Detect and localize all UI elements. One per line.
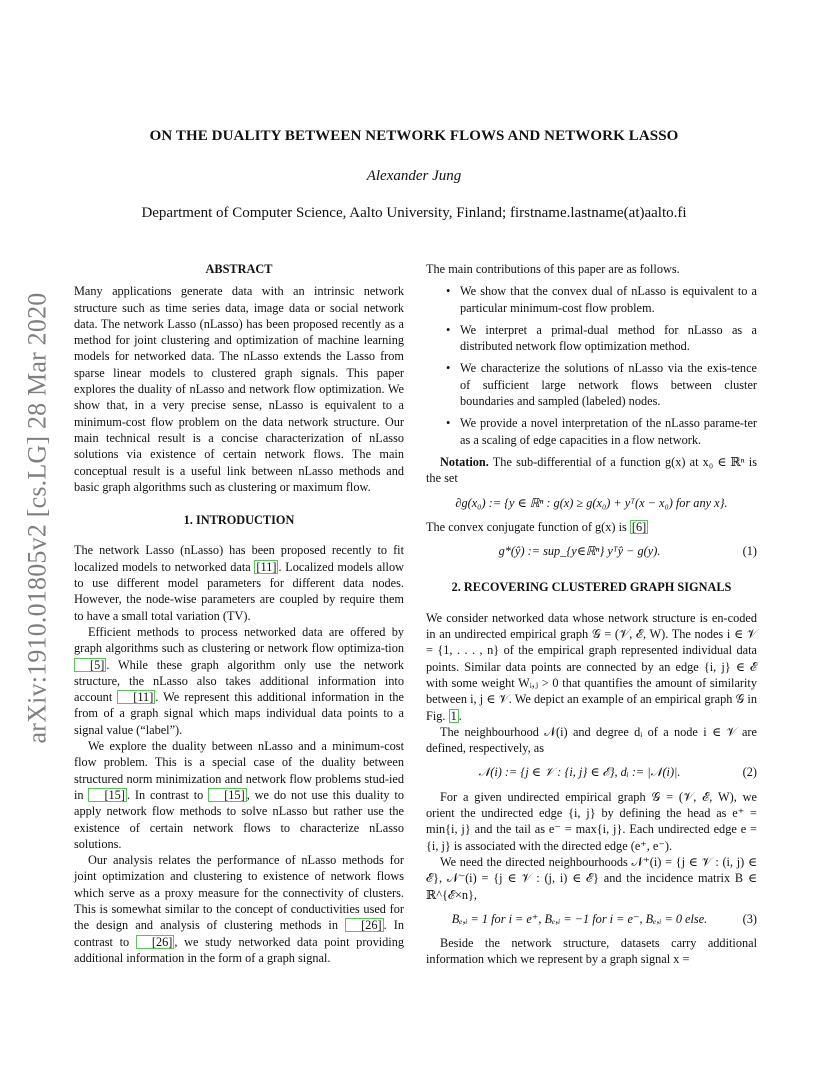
abstract-text: Many applications generate data with an intrinsic network structure such as time series data, image data or social network data. The network Lasso (nLasso) has been proposed recently as a method for joint clustering and optimization of machine learning models for networked data. The nLasso extends the Lasso from sparse linear models to clustered graph signals. This paper explores the duality of nLasso and network flow optimization. We show that, in a very precise sense, nLasso is equivalent to a minimum-cost flow problem on the data network structure. Our main technical result is a concise characterization of nLasso solutions via existence of certain network flows. The main conceptual result is a useful link between nLasso methods and basic graph algorithms such as clustering or maximum flow. xyxy=(74,284,404,494)
paper-title: ON THE DUALITY BETWEEN NETWORK FLOWS AND NETWORK LASSO xyxy=(149,128,679,144)
intro-paragraph-1: The network Lasso (nLasso) has been proposed recently to fit localized models to networked data [11] . Localized models allow to use different model parameters for different data nodes. However, the node-wise parameters are coupled by require them to have a small total variation (TV). xyxy=(74,543,404,623)
list-item: • We characterize the solutions of nLasso via the exis-tence of sufficient large network flows between cluster boundaries and sampled (labeled) nodes. xyxy=(446,361,757,409)
recovering-heading: 2. RECOVERING CLUSTERED GRAPH SIGNALS xyxy=(451,580,732,595)
equation-number: (2) xyxy=(742,765,757,780)
left-column xyxy=(74,261,404,966)
bullet-icon: • xyxy=(446,322,451,337)
citation-link[interactable]: [11] xyxy=(256,559,277,574)
notation-label: Notation. xyxy=(440,454,489,469)
paper-author: Alexander Jung xyxy=(366,168,462,184)
recovering-paragraph-4: We need the directed neighbourhoods 𝒩⁺(i) = {j ∈ 𝒱 : (i, j) ∈ ℰ}, 𝒩⁻(i) = {j ∈ 𝒱 : (j, i) ∈ ℰ} and the incidence matrix B ∈ ℝ^{ℰ×n}, xyxy=(426,854,757,902)
paper-affiliation: Department of Computer Science, Aalto University, Finland; firstname.lastname(at)aalto.fi xyxy=(141,205,687,221)
equation-2 xyxy=(426,764,757,780)
contributions-list xyxy=(426,283,757,448)
contributions-intro: The main contributions of this paper are as follows. xyxy=(426,262,680,276)
citation-link[interactable]: [26] xyxy=(345,918,384,932)
recovering-paragraph-5: Beside the network structure, datasets carry additional information which we represent by a graph signal x = xyxy=(426,936,757,967)
intro-paragraph-3: We explore the duality between nLasso and a minimum-cost flow problem. This is a special case of the duality between structured norm minimization and network flow problems stud-ied in [15] . In contrast to [15] , we do not use this duality to apply network flow methods to solve nLasso but rather use the existence of certain network flows to characterize nLasso solutions. xyxy=(74,739,405,851)
intro-paragraph-4: Our analysis relates the performance of nLasso methods for joint optimization and clustering to existence of network flows which serve as a proxy measure for the connectivity of clusters. This is somewhat similar to the concept of conductivities used for the design and analysis of clustering methods in [26] . In contrast to [26] , we study networked data point providing additional information in the form of a graph signal. xyxy=(74,853,404,965)
introduction-heading: 1. INTRODUCTION xyxy=(183,513,295,528)
citation-link[interactable]: [11] xyxy=(117,690,155,704)
equation-number: (3) xyxy=(742,911,757,926)
list-item: • We provide a novel interpretation of the nLasso parame-ter as a scaling of edge capacities in a flow network. xyxy=(446,416,757,447)
citation-link[interactable]: [5] xyxy=(74,658,106,672)
notation-paragraph: Notation. The sub-differential of a function g(x) at x₀ ∈ ℝⁿ is the set xyxy=(426,454,757,486)
bullet-icon: • xyxy=(446,416,451,431)
equation-body: Bₑ,ᵢ = 1 for i = e⁺, Bₑ,ᵢ = −1 for i = e⁻, Bₑ,ᵢ = 0 else. xyxy=(451,911,708,926)
equation-body: g*(ŷ) := sup_{y∈ℝⁿ} yᵀŷ − g(y). xyxy=(498,544,661,559)
recovering-paragraph-3: For a given undirected empirical graph 𝒢 = (𝒱, ℰ, W), we orient the undirected edge {i, j} by defining the head as e⁺ = min{i, j} and the tail as e⁻ = max{i, j}. Each undirected edge e = {i, j} is associated with the directed edge (e⁺, e⁻). xyxy=(426,789,757,853)
list-item: • We show that the convex dual of nLasso is equivalent to a particular minimum-cost flow problem. xyxy=(446,284,757,315)
equation-3 xyxy=(426,911,757,927)
equation-number: (1) xyxy=(742,544,757,559)
equation-body: 𝒩(i) := {j ∈ 𝒱 : {i, j} ∈ ℰ}, dᵢ := |𝒩(i)|. xyxy=(478,765,681,780)
equation-1 xyxy=(426,543,757,559)
conjugate-intro: The convex conjugate function of g(x) is [6] xyxy=(426,519,647,534)
bullet-icon: • xyxy=(446,361,451,376)
figure-link[interactable]: 1 xyxy=(450,708,457,723)
bullet-icon: • xyxy=(446,284,451,299)
citation-link[interactable]: [6] xyxy=(631,519,647,534)
citation-link[interactable]: [26] xyxy=(136,935,175,949)
intro-paragraph-2: Efficient methods to process networked data are offered by graph algorithms such as clustering or network flow optimiza-tion [5] . While these graph algorithm only use the network structure, the nLasso also takes additional information into account [11] . We represent this additional information in the from of a graph signal which maps individual data points to a signal value (“label”). xyxy=(74,624,404,737)
list-item: • We interpret a primal-dual method for nLasso as a distributed network flow optimization method. xyxy=(446,322,757,354)
abstract-heading: ABSTRACT xyxy=(205,262,273,276)
citation-link[interactable]: [15] xyxy=(208,788,247,802)
right-column xyxy=(426,261,757,968)
recovering-paragraph-1: We consider networked data whose network structure is en-coded in an undirected empirical graph 𝒢 = (𝒱, ℰ, W). The nodes i ∈ 𝒱 = {1, . . . , n} of the empirical graph represented individual data points. Similar data points are connected by an edge {i, j} ∈ ℰ with some weight Wᵢ,ⱼ > 0 that quantifies the amount of similarity between i, j ∈ 𝒱. We depict an example of an empirical graph 𝒢 in Fig. 1 . xyxy=(426,610,757,723)
arxiv-identifier[interactable]: arXiv:1910.01805v2 [cs.LG] 28 Mar 2020 xyxy=(22,292,52,744)
subdifferential-equation: ∂g(x₀) := {y ∈ ℝⁿ : g(x) ≥ g(x₀) + yᵀ(x − x₀) for any x}. xyxy=(455,495,728,510)
citation-link[interactable]: [15] xyxy=(88,788,127,802)
recovering-paragraph-2: The neighbourhood 𝒩(i) and degree dᵢ of a node i ∈ 𝒱 are defined, respectively, as xyxy=(426,724,757,756)
arxiv-identifier-sidebar xyxy=(8,283,66,753)
